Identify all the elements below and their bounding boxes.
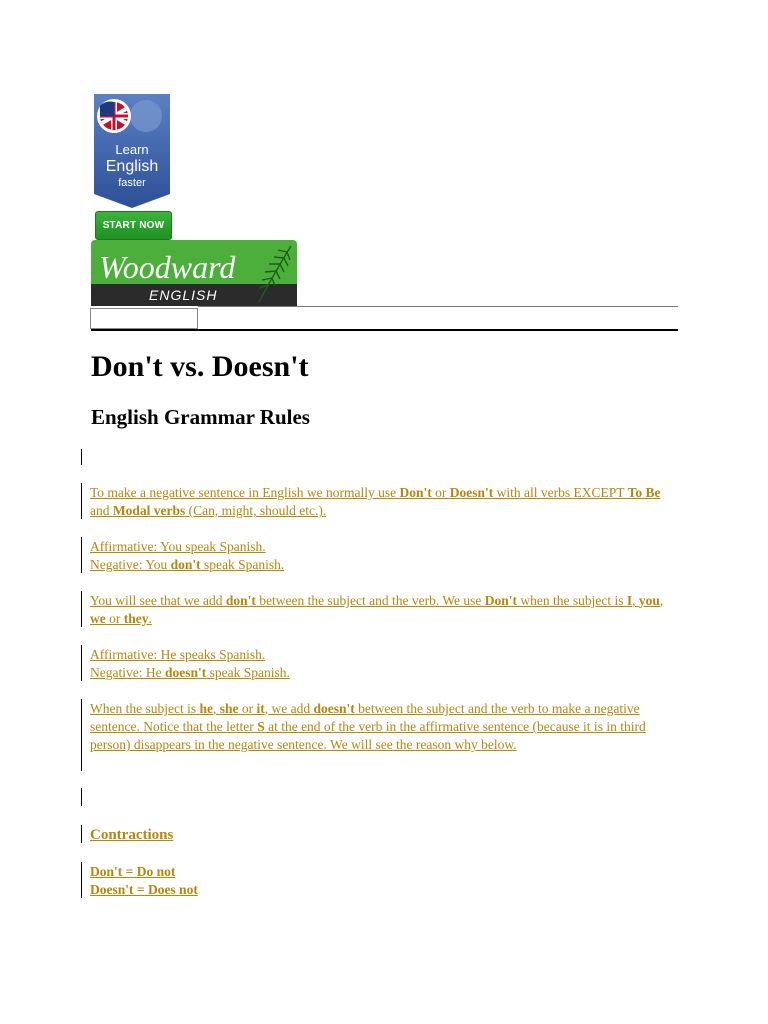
page-subtitle: English Grammar Rules [91,405,310,429]
text-cursor-bar [81,788,82,806]
page-title: Don't vs. Doesn't [91,350,309,383]
paragraph-bar [81,537,82,573]
banner-line1: Learn [115,142,149,157]
text-cursor-bar [81,449,82,465]
contraction-doesnt[interactable]: Doesn't = Does not [90,882,198,897]
example-you[interactable]: Affirmative: You speak Spanish. Negative: You don't speak Spanish. [90,539,285,572]
learn-english-banner[interactable] [94,94,170,208]
header-rule [91,329,678,331]
logo-graphic [91,240,297,306]
paragraph-bar [81,825,82,843]
intro-paragraph[interactable]: To make a negative sentence in English we normally use Don't or Doesn't with all verbs EXCEPT To Be and Modal verbs (Can, might, should etc.). [90,485,661,518]
paragraph-bar [81,483,82,519]
affirmative-you: Affirmative: You speak Spanish. [90,539,266,554]
search-input[interactable] [90,308,198,329]
affirmative-he: Affirmative: He speaks Spanish. [90,647,266,662]
paragraph-bar [81,645,82,681]
dont-rule-paragraph[interactable]: You will see that we add don't between the subject and the verb. We use Don't when the subject is I, you, we or they. [90,593,664,626]
header-divider [198,306,678,307]
paragraph-bar [81,862,82,898]
paragraph-bar [81,591,82,627]
banner-graphic [94,94,170,208]
banner-line3: faster [118,177,146,189]
start-now-button[interactable]: START NOW [95,211,172,240]
logo-brand: Woodward [99,249,236,285]
paragraph-bar [81,699,82,771]
doesnt-rule-paragraph[interactable]: When the subject is he, she or it, we add doesn't between the subject and the verb to make a negative sentence. Notice that the letter S at the end of the verb in the affirmative sentence (because it is in third person) disappears in the negative sentence. We will see the reason why below. [90,701,646,752]
logo-sub: ENGLISH [149,287,218,303]
contractions-heading[interactable]: Contractions [90,827,174,843]
banner-line2: English [105,158,159,175]
example-he[interactable]: Affirmative: He speaks Spanish. Negative: He doesn't speak Spanish. [90,647,290,680]
contraction-dont[interactable]: Don't = Do not [90,864,176,879]
woodward-english-logo[interactable] [91,240,297,306]
